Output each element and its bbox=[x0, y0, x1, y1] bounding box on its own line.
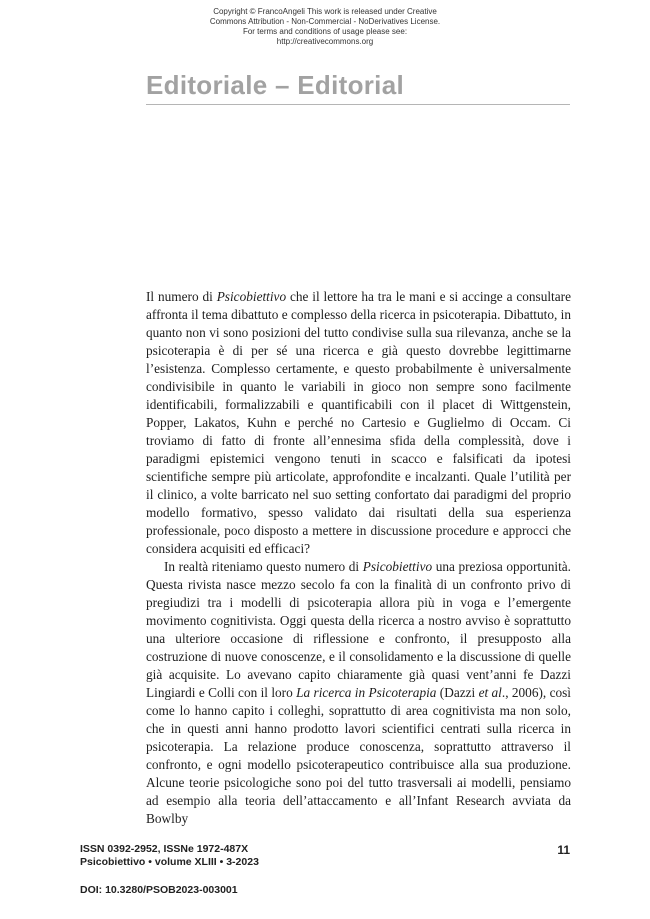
article-body bbox=[146, 288, 571, 828]
text-run: ., 2006), così come lo hanno capito i colleghi, soprattutto di area cognitivista ma non solo, che in questi anni hanno prodotto lavori scientifici centrati sulla ricerca in psicoterapia. La relazione produce conoscenza, soprattutto attraverso il confronto, e ogni modello psicoterapeutico contribuisce alla sua produzione. Alcune teorie psicologiche sono poi del tutto trasversali ai modelli, pensiamo ad esempio alla teoria dell’attaccamento e all’Infant Research avviata da Bowlby bbox=[146, 685, 571, 826]
footer-journal-info bbox=[80, 843, 259, 869]
text-run: In realtà riteniamo questo numero di bbox=[164, 559, 363, 574]
paragraph-1 bbox=[146, 288, 571, 558]
text-run: una preziosa opportunità. Questa rivista nasce mezzo secolo fa con la finalità di un confronto privo di pregiudizi tra i modelli di psicoterapia allora più in voga e l’emergente movimento cognitivista. Oggi questa della ricerca a nostro avviso è soprattutto una ulteriore occasione di riflessione e confronto, il presupposto alla costruzione di nuove conoscenze, e il consolidamento e la discussione di quelle già acquisite. Lo avevano capito chiaramente già quasi vent’anni fe Dazzi Lingiardi e Colli con il loro bbox=[146, 559, 571, 700]
text-run: (Dazzi bbox=[436, 685, 479, 700]
text-run: Il numero di bbox=[146, 289, 217, 304]
copyright-line: Copyright © FrancoAngeli This work is released under Creative bbox=[213, 7, 437, 16]
doi-line: DOI: 10.3280/PSOB2023-003001 bbox=[80, 884, 238, 896]
citation-et-al: et al bbox=[478, 685, 502, 700]
copyright-line: For terms and conditions of usage please see: bbox=[242, 27, 408, 36]
paragraph-2 bbox=[146, 558, 571, 828]
cited-book-title: La ricerca in Psicoterapia bbox=[296, 685, 437, 700]
text-run: che il lettore ha tra le mani e si accinge a consultare affronta il tema dibattuto e complesso della ricerca in psicoterapia. Dibattuto, in quanto non vi sono posizioni del tutto condivise sulla sua rilevanza, anche se la psicoterapia è di per sé una ricerca e già questo dovrebbe legittimarne l’esistenza. Complesso certamente, e questo probabilmente è universalmente condivisibile in quanto le variabili in gioco non sempre sono facilmente identificabili, formalizzabili e quantificabili con il placet di Wittgenstein, Popper, Lakatos, Kuhn e perché no Cartesio e Guglielmo di Occam. Ci troviamo di fatto di fronte all’ennesima sfida della complessità, dove i paradigmi epistemici vengono tenuti in scacco e falsificati da ipotesi scientifiche sempre più articolate, approfondite e incalzanti. Quale l’utilità per il clinico, a volte barricato nel suo setting confortato dai paradigmi del proprio modello formativo, spesso validato dai risultati della sua esperienza professionale, poco disposto a mettere in discussione procedure e approcci che considera acquisiti ed efficaci? bbox=[146, 289, 571, 556]
page-number: 11 bbox=[557, 843, 570, 857]
copyright-notice bbox=[0, 7, 650, 47]
issn-line: ISSN 0392-2952, ISSNe 1972-487X bbox=[80, 843, 249, 855]
page-title: Editoriale – Editorial bbox=[146, 70, 404, 100]
journal-volume-line: Psicobiettivo • volume XLIII • 3-2023 bbox=[80, 856, 259, 868]
copyright-url: http://creativecommons.org bbox=[276, 37, 374, 46]
copyright-line: Commons Attribution - Non-Commercial - NoDerivatives License. bbox=[209, 17, 441, 26]
journal-name-italic: Psicobiettivo bbox=[216, 289, 287, 304]
journal-name-italic: Psicobiettivo bbox=[362, 559, 433, 574]
title-block bbox=[146, 70, 570, 105]
